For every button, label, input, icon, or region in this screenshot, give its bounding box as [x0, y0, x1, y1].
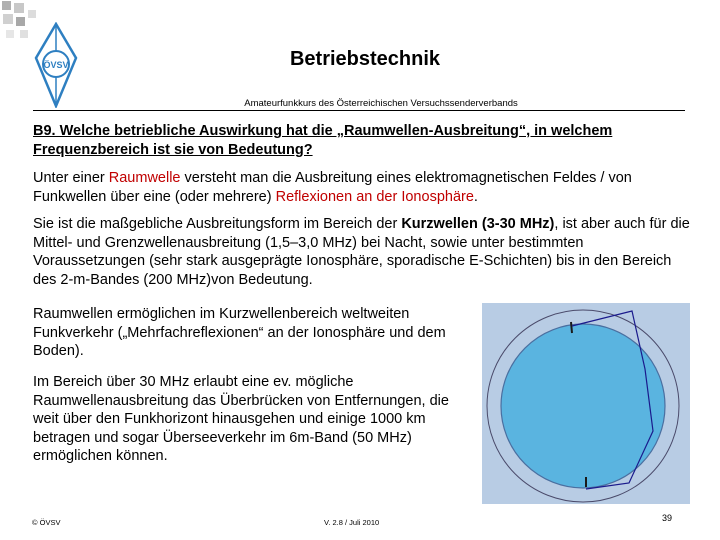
paragraph-above-30mhz: Im Bereich über 30 MHz erlaubt eine ev. mögliche Raumwellenausbreitung das Überbrücken von Entfernungen, die weit über den Funkhorizont hinausgehen und einige 1000 km betragen und sogar Überseeverkehr im 6m-Band (50 MHz) ermöglichen können. — [33, 374, 449, 464]
question-heading: B9. Welche betriebliche Auswirkung hat die „Raumwellen-Ausbreitung“, in welchem Frequenzbereich ist sie von Bedeutung? — [33, 123, 613, 158]
p1-before: Unter einer — [33, 170, 109, 186]
header-rule — [33, 110, 685, 111]
highlight-ionosphere: Reflexionen an der Ionosphäre — [275, 188, 474, 205]
paragraph-worldwide: Raumwellen ermöglichen im Kurzwellenbereich weltweiten Funkverkehr („Mehrfachreflexionen“ an der Ionosphäre und dem Boden). — [33, 306, 446, 359]
page-subtitle: Amateurfunkkurs des Österreichischen Versuchssenderverbands — [244, 98, 518, 109]
logo-lettering: ÖVSV — [43, 60, 69, 70]
transmitter-mark — [571, 322, 572, 333]
term-raumwelle: Raumwelle — [108, 170, 181, 186]
paragraph-frequency — [33, 215, 693, 289]
footer-version: V. 2.8 / Juli 2010 — [324, 518, 380, 527]
p2-before: Sie ist die maßgebliche Ausbreitungsform im Bereich der — [33, 216, 402, 232]
p1-middle: versteht man die Ausbreitung eines elektromagnetischen Feldes / von Funkwellen über eine (oder mehrere) — [33, 170, 632, 205]
oevsv-logo — [34, 22, 78, 108]
skywave-diagram — [482, 303, 690, 504]
p1-after: . — [473, 188, 478, 205]
page-number: 39 — [662, 513, 673, 523]
page-title: Betriebstechnik — [289, 48, 441, 70]
footer-copyright: © ÖVSV — [32, 518, 61, 527]
highlight-shortwave: Kurzwellen (3-30 MHz) — [401, 216, 555, 232]
p2-after: , ist aber auch für die Mittel- und Grenzwellenausbreitung (1,5–3,0 MHz) bei Nacht, sowie unter bestimmten Voraussetzungen (sehr stark ausgeprägte Ionosphäre, sporadische E-Schichten) bis in den Bereich des 2-m-Bandes (200 MHz)von Bedeutung. — [33, 216, 690, 288]
paragraph-definition — [33, 169, 693, 206]
